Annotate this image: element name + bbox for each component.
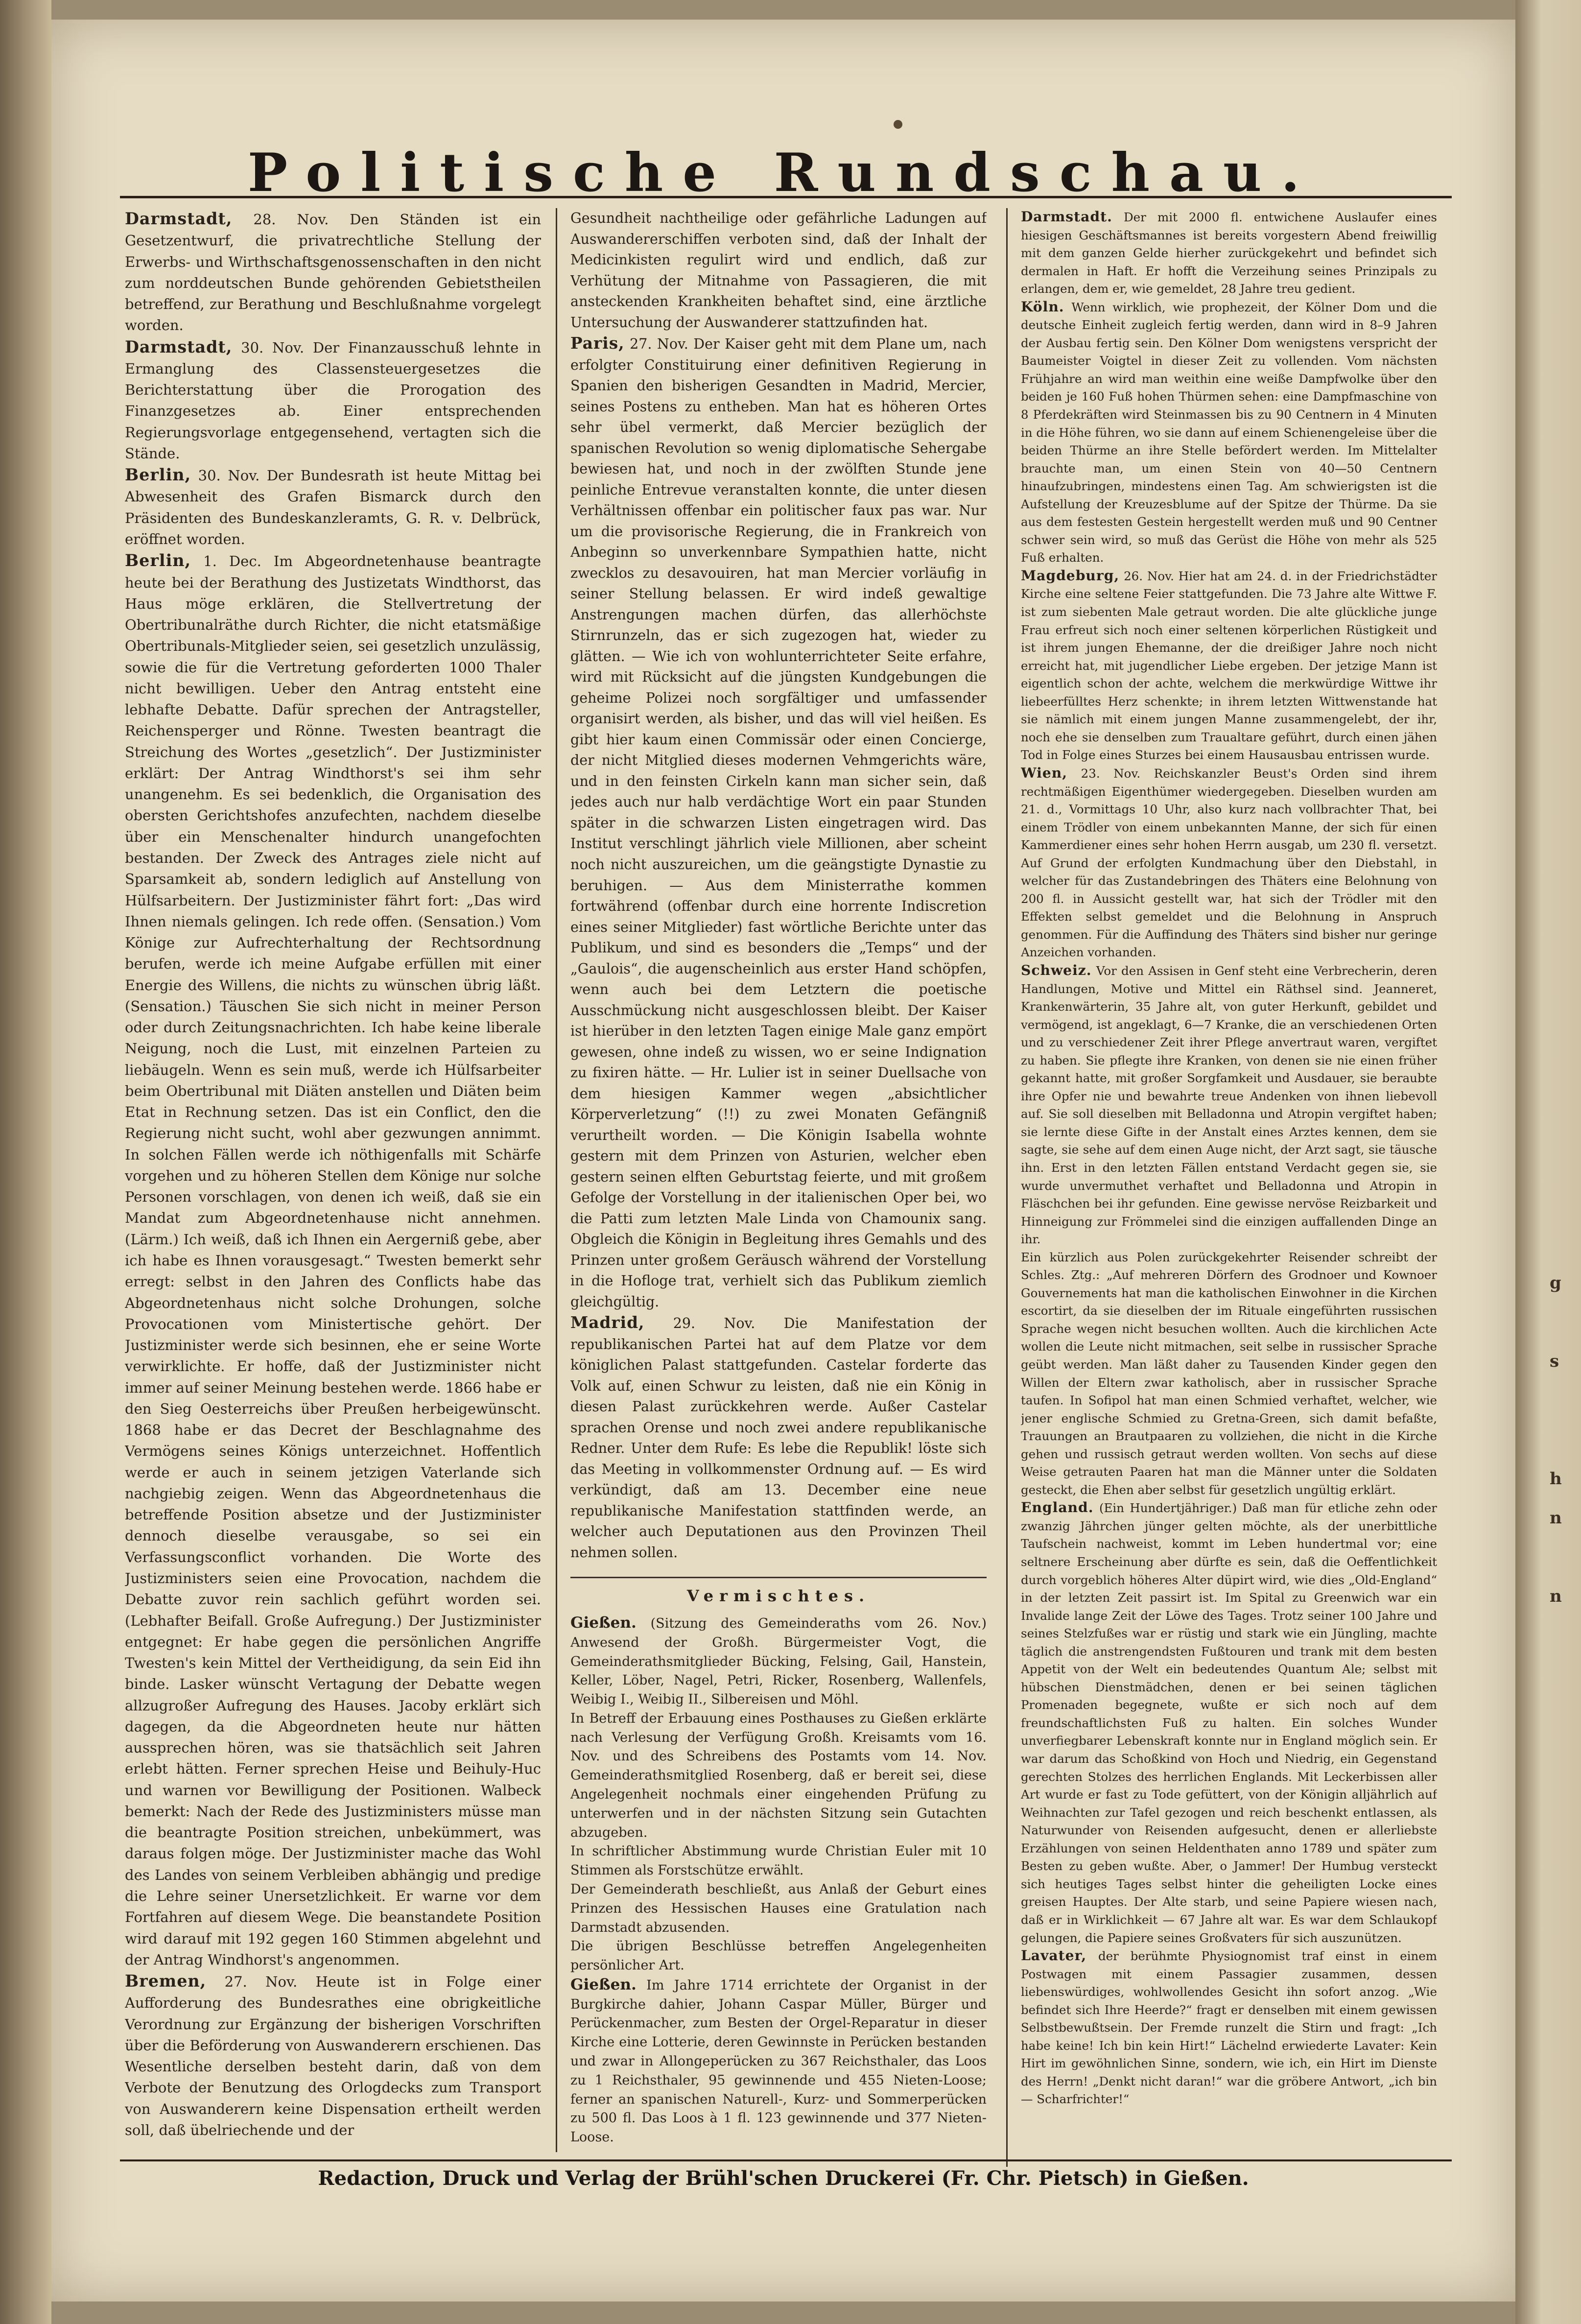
article-paragraph bbox=[570, 1937, 987, 1975]
edge-fragment: g bbox=[1550, 1273, 1561, 1293]
book-binding-edge bbox=[0, 0, 51, 2324]
article-paragraph bbox=[570, 1709, 987, 1842]
article-paragraph bbox=[1021, 208, 1437, 298]
dateline-place: Darmstadt. bbox=[1021, 209, 1112, 225]
article-paragraph bbox=[570, 208, 987, 333]
column-3 bbox=[1021, 208, 1437, 2147]
article-text: 26. Nov. Hier hat am 24. d. in der Friedrichstädter Kirche eine seltene Feier stattgefunden. Die 73 Jahre alte Wittwe F. ist zum siebenten Male getraut worden. Die alte glückliche junge Frau erfreut sich noch einer seltenen körperlichen Rüstigkeit und ist ihrem jungen Ehemanne, der die dreißiger Jahre noch nicht erreicht hat, mit jugendlicher Liebe ergeben. Der jetzige Mann ist eigentlich schon der achte, welchem die merkwürdige Wittwe ihr liebeerfülltes Herz schenkte; in ihrem letzten Wittwenstande hat sie nämlich mit einem jungen Manne zusammengelebt, der ihr, noch ehe sie denselben zum Traualtare geführt, durch einen jähen Tod in Folge eines Sturzes bei einem Hausausbau entrissen wurde. bbox=[1021, 569, 1437, 762]
edge-fragment: n bbox=[1550, 1587, 1562, 1606]
edge-fragment: h bbox=[1550, 1469, 1562, 1489]
article-text: Gesundheit nachtheilige oder gefährliche Ladungen auf Auswandererschiffen verboten sind, daß der Inhalt der Medicinkisten regulirt wird und endlich, daß zur Verhütung der Mitnahme von Passagieren, die mit ansteckenden Krankheiten behaftet sind, eine ärztliche Untersuchung der Auswanderer stattzufinden hat. bbox=[570, 210, 987, 331]
dateline-place: Berlin, bbox=[125, 465, 191, 485]
article-text: 27. Nov. Der Kaiser geht mit dem Plane um, nach erfolgter Constituirung einer definitiven Regierung in Spanien den bisherigen Gesandten in Madrid, Mercier, seines Postens zu entheben. Man hat es höheren Ortes sehr übel vermerkt, daß Mercier bezüglich der spanischen Revolution so wenig diplomatische Sehergabe bewiesen hat, und noch in der zwölften Stunde jene peinliche Entrevue veranstalten konnte, die unter diesen Verhältnissen offenbar ein politischer faux pas war. Nur um die provisorische Regierung, die in Frankreich von Anbeginn so unverkennbare Sympathien hatte, nicht zwecklos zu desavouiren, hat man Mercier vorläufig in seiner Stellung belassen. Er wird indeß gewaltige Anstrengungen machen dürfen, das allerhöchste Stirnrunzeln, das er sich zugezogen hat, wieder zu glätten. — Wie ich von wohlunterrichteter Seite erfahre, wird mit Rücksicht auf die jüngsten Kundgebungen die geheime Polizei noch sorgfältiger und umfassender organisirt werden, als bisher, und das will viel heißen. Es gibt hier kaum einen Commissär oder einen Concierge, der nicht Mitglied dieses modernen Vehmgerichts wäre, und in den feinsten Cirkeln kann man sicher sein, daß jedes auch nur halb verdächtige Wort ein paar Stunden später in die schwarzen Listen eingetragen wird. Das Institut verschlingt jährlich viele Millionen, aber scheint noch nicht auszureichen, um die geängstigte Dynastie zu beruhigen. — Aus dem Ministerrathe kommen fortwährend (offenbar durch eine horrente Indiscretion eines seiner Mitglieder) fast wörtliche Berichte unter das Publikum, und sind es besonders die „Temps“ und der „Gaulois“, die augenscheinlich aus erster Hand schöpfen, wenn auch bei dem Letztern die poetische Ausschmückung nicht ausgeschlossen bleibt. Der Kaiser ist hierüber in den letzten Tagen einige Male ganz empört gewesen, ohne indeß zu wissen, wo er seine Indignation zu fixiren hätte. — Hr. Lulier ist in seiner Duellsache von dem hiesigen Kammer wegen „absichtlicher Körperverletzung“ (!!) zu zwei Monaten Gefängniß verurtheilt worden. — Die Königin Isabella wohnte gestern mit dem Prinzen von Asturien, welcher eben gestern seinen elften Geburtstag feierte, und mit großem Gefolge der Vorstellung in der italienischen Oper bei, wo die Patti zum letzten Male Linda von Chamounix sang. Obgleich die Königin in Begleitung ihres Gemahls und des Prinzen unter großem Geräusch während der Vorstellung in die Hofloge trat, verhielt sich das Publikum ziemlich gleichgültig. bbox=[570, 336, 987, 1310]
article-text: 1. Dec. Im Abgeordnetenhause beantragte heute bei der Berathung des Justizetats Windthorst, das Haus möge erklären, die Stellvertretung der Obertribunalräthe durch Richter, die nicht etatsmäßige Obertribunals-Mitglieder seien, sei gesetzlich unzulässig, sowie die für die Vertretung geforderten 1000 Thaler nicht bewilligen. Ueber den Antrag entsteht eine lebhafte Debatte. Dafür sprechen der Antragsteller, Reichensperger und Rönne. Twesten beantragt die Streichung des Wortes „gesetzlich“. Der Justizminister erklärt: Der Antrag Windthorst's sei ihm sehr unangenehm. Es sei bedenklich, die Organisation des obersten Gerichtshofes anzufechten, nachdem dieselbe über ein Menschenalter hindurch unangefochten bestanden. Der Zweck des Antrages ziele nicht auf Sparsamkeit ab, sondern lediglich auf Anstellung von Hülfsarbeitern. Der Justizminister fährt fort: „Das wird Ihnen niemals gelingen. Ich rede offen. (Sensation.) Vom Könige zur Aufrechterhaltung der Rechtsordnung berufen, werde ich meine Aufgabe erfüllen mit einer Energie des Willens, die nichts zu wünschen übrig läßt. (Sensation.) Täuschen Sie sich nicht in meiner Person oder durch Zeitungsnachrichten. Ich habe keine liberale Neigung, noch die Lust, mit einzelnen Parteien zu liebäugeln. Wenn es sein muß, werde ich Hülfsarbeiter beim Obertribunal mit Diäten anstellen und Diäten beim Etat in Rechnung setzen. Das ist ein Conflict, den die Regierung nicht sucht, wohl aber gezwungen annimmt. In solchen Fällen werde ich nöthigenfalls mit Schärfe vorgehen und zu höheren Stellen dem Könige nur solche Personen vorschlagen, von denen ich weiß, daß sie ein Mandat zum Abgeordnetenhause nicht annehmen. (Lärm.) Ich weiß, daß ich Ihnen ein Aergerniß gebe, aber ich habe es Ihnen vorausgesagt.“ Twesten bemerkt sehr erregt: selbst in den Jahren des Conflicts habe das Abgeordnetenhaus nicht solche Drohungen, solche Provocationen vom Ministertische gehört. Der Justizminister werde sich besinnen, ehe er seine Worte verwirklichte. Er hoffe, daß der Justizminister nicht immer auf seiner Meinung bestehen werde. 1866 habe er den Sieg Oesterreichs über Preußen herbeigewünscht. 1868 habe er das Decret der Beschlagnahme des Vermögens seines Königs unterzeichnet. Hoffentlich werde er auch in seinem jetzigen Vaterlande sich nachgiebig zeigen. Wenn das Abgeordnetenhaus die betreffende Position absetze und der Justizminister dennoch dieselbe verausgabe, so sei ein Verfassungsconflict vorhanden. Die Worte des Justizministers seien eine Provocation, nachdem die Debatte zuvor rein sachlich geführt worden sei. (Lebhafter Beifall. Große Aufregung.) Der Justizminister entgegnet: Er habe gegen die persönlichen Angriffe Twesten's kein Mittel der Vertheidigung, da sein Eid ihn binde. Lasker wünscht Vertagung der Debatte wegen allzugroßer Aufregung des Hauses. Jacoby erklärt sich dagegen, da die Abgeordneten heute nur hätten aussprechen hören, was sie thatsächlich seit Jahren erlebt hätten. Ferner sprechen Heise und Beihuly-Huc und warnen vor Bewilligung der Positionen. Walbeck bemerkt: Nach der Rede des Justizministers müsse man die beantragte Position streichen, unbekümmert, was daraus folgen möge. Der Justizminister mache das Wohl des Landes von seinem Verbleiben abhängig und predige die Lehre seiner Unersetzlichkeit. Er warne vor dem Fortfahren auf diesem Wege. Die beanstandete Position wird darauf mit 192 gegen 160 Stimmen abgelehnt und der Antrag Windhorst's angenommen. bbox=[125, 553, 541, 1968]
dateline-place: Bremen, bbox=[125, 1971, 207, 1991]
article-paragraph bbox=[125, 550, 541, 1970]
article-paragraph bbox=[125, 464, 541, 550]
article-text: Ein kürzlich aus Polen zurückgekehrter Reisender schreibt der Schles. Ztg.: „Auf mehreren Dörfern des Grodnoer und Kownoer Gouvernements hat man die katholischen Einwohner in die Kirchen escortirt, da sie dieselben der im Rituale eingeführten russischen Sprache wegen nicht besuchen wollten. Auch die kirchlichen Acte wollen die Leute nicht mitmachen, seit selbe in russischer Sprache geübt werden. Man läßt daher zu Tausenden Kinder gegen den Willen der Eltern zwar katholisch, aber in russischer Sprache taufen. In Sofipol hat man einen Schmied verhaftet, welcher, wie jener englische Schmied zu Gretna-Green, sich damit befaßte, Trauungen an Brautpaaren zu vollziehen, die nicht in die Kirche gehen und russisch getraut werden wollten. Von sechs auf diese Weise getrauten Paaren hat man die Männer unter die Soldaten gesteckt, die Ehen aber selbst für gesetzlich ungültig erklärt. bbox=[1021, 1250, 1437, 1497]
article-text: 30. Nov. Der Bundesrath ist heute Mittag bei Abwesenheit des Grafen Bismarck durch den Präsidenten des Bundeskanzleramts, G. R. v. Delbrück, eröffnet worden. bbox=[125, 467, 541, 547]
article-text: Vor den Assisen in Genf steht eine Verbrecherin, deren Handlungen, Motive und Mittel ein Räthsel sind. Jeanneret, Krankenwärterin, 35 Jahre alt, von guter Herkunft, gebildet und vermögend, ist angeklagt, 6—7 Kranke, die an verschiedenen Orten und zu verschiedener Zeit ihrer Pflege anvertraut waren, vergiftet zu haben. Sie pflegte ihre Kranken, von denen sie nie einen früher gekannt hatte, mit großer Sorgfamkeit und Ausdauer, sie beraubte ihre Opfer nie und bewahrte treue Andenken von ihnen liebevoll auf. Sie soll dieselben mit Belladonna und Atropin vergiftet haben; sie lernte diese Gifte in der Anstalt eines Arztes kennen, dem sie sagte, sie sehe auf dem einen Auge nicht, der Arzt sagt, sie täusche ihn. Erst in den letzten Fällen entstand Verdacht gegen sie, sie wurde unvermuthet verhaftet und Belladonna und Atropin in Fläschchen bei ihr gefunden. Eine gewisse nervöse Reizbarkeit und Hinneigung zur Frömmelei sind die einzigen auffallenden Dinge an ihr. bbox=[1021, 963, 1437, 1247]
article-text: 23. Nov. Reichskanzler Beust's Orden sind ihrem rechtmäßigen Eigenthümer wiedergegeben. Dieselben wurden am 21. d., Vormittags 10 Uhr, also kurz nach vollbrachter That, bei einem Trödler von einem unbekannten Manne, der sich für einen Kammerdiener eines sehr hohen Herrn ausgab, um 230 fl. versetzt. Auf Grund der erfolgten Kundmachung über den Diebstahl, in welcher für das Zustandebringen des Thäters eine Belohnung von 200 fl. in Aussicht gestellt war, hat sich der Trödler mit den Effekten selbst gemeldet und die Belohnung in Anspruch genommen. Für die Auffindung des Thäters sind bisher nur geringe Anzeichen vorhanden. bbox=[1021, 766, 1437, 960]
column-rule-1 bbox=[556, 208, 557, 2152]
article-text: Im Jahre 1714 errichtete der Organist in der Burgkirche dahier, Johann Caspar Müller, Bürger und Perückenmacher, zum Besten der Orgel-Reparatur in dieser Kirche eine Lotterie, deren Gewinnste in Perücken bestanden und zwar in Allongeperücken zu 367 Reichsthaler, das Loos zu 1 Reichsthaler, 95 gewinnende und 455 Nieten-Loose; ferner an spanischen Naturell-, Kurz- und Sommerperücken zu 500 fl. Das Loos à 1 fl. 123 gewinnende und 377 Nieten-Loose. bbox=[570, 1977, 987, 2145]
dateline-place: Schweiz. bbox=[1021, 962, 1092, 978]
edge-fragment: s bbox=[1550, 1352, 1559, 1371]
edge-fragment: n bbox=[1550, 1508, 1562, 1528]
adjacent-page-edge bbox=[1515, 0, 1581, 2324]
article-paragraph bbox=[570, 1842, 987, 1880]
article-text: In schriftlicher Abstimmung wurde Christian Euler mit 10 Stimmen als Forstschütze erwählt. bbox=[570, 1844, 987, 1878]
dateline-place: Darmstadt, bbox=[125, 337, 233, 356]
article-text: der berühmte Physiognomist traf einst in einem Postwagen mit einem Passagier zusammen, dessen liebenswürdiges, wohlwollendes Gesicht ihn sofort anzog. „Wie befindet sich Ihre Heerde?“ fragt er denselben mit einem gewissen Selbstbewußtsein. Der Fremde runzelt die Stirn und fragt: „Ich habe keine! Ich bin kein Hirt!“ Lächelnd erwiederte Lavater: Kein Hirt im gewöhnlichen Sinne, sondern, wie ich, ein Hirt im Dienste des Herrn! „Denkt nicht daran!“ war die gröbere Antwort, „ich bin — Scharfrichter!“ bbox=[1021, 1949, 1437, 2107]
vermischtes-column bbox=[570, 1613, 987, 2152]
article-paragraph bbox=[1021, 764, 1437, 962]
column-rule-2 bbox=[1006, 208, 1008, 2167]
column-1 bbox=[125, 208, 541, 2147]
bottom-rule bbox=[120, 2159, 1452, 2161]
dateline-place: England. bbox=[1021, 1499, 1094, 1516]
vermischtes-heading: Vermischtes. bbox=[686, 1587, 871, 1605]
article-paragraph bbox=[570, 1312, 987, 1563]
article-text: 30. Nov. Der Finanzausschuß lehnte in Ermanglung des Classensteuergesetzes die Berichterstattung über die Prorogation des Finanzgesetzes ab. Einer entsprechenden Regierungsvorlage entgegensehend, vertagten sich die Stände. bbox=[125, 339, 541, 462]
article-text: (Sitzung des Gemeinderaths vom 26. Nov.) Anwesend der Großh. Bürgermeister Vogt, die Gemeinderathsmitglieder Bücking, Felsing, Gail, Hanstein, Keller, Löber, Nagel, Petri, Ricker, Rosenberg, Wallenfels, Weibig I., Weibig II., Silbereisen und Möhl. bbox=[570, 1616, 987, 1707]
masthead-title: Politische Rundschau. bbox=[247, 142, 1320, 204]
article-paragraph bbox=[1021, 567, 1437, 764]
article-text: In Betreff der Erbauung eines Posthauses zu Gießen erklärte nach Verlesung der Verfügung Großh. Kreisamts vom 16. Nov. und des Schreibens des Postamts vom 14. Nov. Gemeinderathsmitglied Rosenberg, daß er bereit sei, diese Angelegenheit nochmals einer eingehenden Prüfung zu unterwerfen und in der nächsten Sitzung sein Gutachten abzugeben. bbox=[570, 1710, 987, 1840]
dateline-place: Lavater, bbox=[1021, 1947, 1087, 1964]
newspaper-page bbox=[51, 20, 1515, 2301]
article-paragraph bbox=[1021, 1499, 1437, 1947]
article-text: 28. Nov. Den Ständen ist ein Gesetzentwurf, die privatrechtliche Stellung der Erwerbs- und Wirthschaftsgenossenschaften in den nicht zum norddeutschen Bunde gehörenden Gebietstheilen betreffend, zur Berathung und Beschlußnahme vorgelegt worden. bbox=[125, 211, 541, 334]
article-paragraph bbox=[570, 333, 987, 1312]
dateline-place: Berlin, bbox=[125, 551, 191, 570]
dateline-place: Wien, bbox=[1021, 764, 1068, 781]
top-rule bbox=[120, 196, 1452, 198]
vermischtes-rule bbox=[570, 1577, 987, 1578]
article-text: Die übrigen Beschlüsse betreffen Angelegenheiten persönlicher Art. bbox=[570, 1939, 987, 1973]
dateline-place: Madrid, bbox=[570, 1313, 645, 1332]
article-text: Wenn wirklich, wie prophezeit, der Kölner Dom und die deutsche Einheit zugleich fertig werden, dann wird in 8–9 Jahren der Ausbau fertig sein. Den Kölner Dom wenigstens verspricht der Baumeister Voigtel in dieser Zeit zu vollenden. Vom nächsten Frühjahre an wird man weithin eine weiße Dampfwolke über den beiden je 160 Fuß hohen Thürmen sehen: eine Dampfmaschine von 8 Pferdekräften wird Steinmassen bis zu 90 Centnern in 4 Minuten in die Höhe führen, wo sie dann auf einem Schienengeleise über die beiden Thürme an ihre Stelle befördert werden. Im Mittelalter brauchte man, um einen Stein von 40—50 Centnern hinaufzubringen, mindestens einen Tag. Am schwierigsten ist die Aufstellung der Kreuzesblume auf der Spitze der Thürme. Da sie aus dem festesten Gestein hergestellt werden muß und 90 Centner schwer sein wird, so muß das Gerüst die Höhe von mehr als 525 Fuß erhalten. bbox=[1021, 300, 1437, 565]
article-paragraph bbox=[125, 1970, 541, 2141]
article-text: 27. Nov. Heute ist in Folge einer Aufforderung des Bundesrathes eine obrigkeitliche Verordnung zur Ergänzung der bisherigen Vorschriften über die Beförderung von Auswanderern erschienen. Das Wesentliche derselben besteht darin, daß von dem Verbote der Benutzung des Orlogdecks zum Transport von Auswanderern keine Dispensation ertheilt werden soll, daß übelriechende und der bbox=[125, 1973, 541, 2138]
article-paragraph bbox=[1021, 1947, 1437, 2109]
ink-dot bbox=[894, 120, 902, 129]
dateline-place: Magdeburg, bbox=[1021, 567, 1120, 584]
article-paragraph bbox=[1021, 298, 1437, 567]
article-paragraph bbox=[1021, 1249, 1437, 1499]
article-paragraph bbox=[570, 1975, 987, 2147]
imprint-footer: Redaction, Druck und Verlag der Brühl'schen Druckerei (Fr. Chr. Pietsch) in Gießen. bbox=[318, 2167, 1249, 2190]
column-2 bbox=[570, 208, 987, 1569]
article-text: Der Gemeinderath beschließt, aus Anlaß der Geburt eines Prinzen des Hessischen Hauses eine Gratulation nach Darmstadt abzusenden. bbox=[570, 1881, 987, 1935]
article-text: 29. Nov. Die Manifestation der republikanischen Partei hat auf dem Platze vor dem königlichen Palast stattgefunden. Castelar forderte das Volk auf, einen Schwur zu leisten, daß nie ein König in diesen Palast zurückkehren werde. Außer Castelar sprachen Orense und noch zwei andere republikanische Redner. Unter dem Rufe: Es lebe die Republik! löste sich das Meeting in vollkommenster Ordnung auf. — Es wird verkündigt, daß am 13. December eine neue republikanische Manifestation stattfinden werde, an welcher auch Deputationen aus den Provinzen Theil nehmen sollen. bbox=[570, 1315, 987, 1561]
article-paragraph bbox=[570, 1880, 987, 1937]
dateline-place: Paris, bbox=[570, 333, 625, 353]
article-paragraph bbox=[125, 208, 541, 336]
article-text: (Ein Hundertjähriger.) Daß man für etliche zehn oder zwanzig Jährchen jünger gelten möchte, als der unerbittliche Taufschein nachweist, kommt im Leben hundertmal vor; eine seltnere Erscheinung aber dürfte es sein, daß die Oeffentlichkeit durch vorgeblich höheres Alter düpirt wird, wie dies „Old-England“ in der letzten Zeit passirt ist. Im Spital zu Greenwich war ein Invalide lange Zeit der Löwe des Tages. Trotz seiner 100 Jahre und seines Stelzfußes war er rüstig und stark wie ein Jüngling, machte täglich die anstrengendsten Fußtouren und trank mit dem besten Appetit von der Welt ein bedeutendes Quantum Ale; selbst mit hübschen Dienstmädchen, denen er bei seinen täglichen Promenaden begegnete, wußte er sich noch auf dem freundschaftlichsten Fuß zu halten. Ein solches Wunder unverfiegbarer Lebenskraft konnte nur in England möglich sein. Er war darum das Schoßkind von Hoch und Niedrig, ein Gegenstand gerechten Stolzes des herrlichen Englands. Mit Leckerbissen aller Art wurde er fast zu Tode gefüttert, von der Königin alljährlich auf Weihnachten zur Tafel gezogen und reich beschenkt entlassen, als Naturwunder von Reisenden aufgesucht, denen er allerliebste Erzählungen von seinen Heldenthaten anno 1789 und später zum Besten zu geben wußte. Aber, o Jammer! Der Humbug versteckt sich heutiges Tages selbst hinter die geheiligten Locke eines greisen Hauptes. Der Alte starb, und seine Papiere wiesen nach, daß er in Wirklichkeit — 67 Jahre alt war. Es war dem Schlaukopf gelungen, die Papiere seines Großvaters für sich auszunützen. bbox=[1021, 1501, 1437, 1945]
article-paragraph bbox=[570, 1613, 987, 1709]
dateline-place: Gießen. bbox=[570, 1975, 637, 1993]
article-paragraph bbox=[125, 336, 541, 465]
article-text: Der mit 2000 fl. entwichene Auslaufer eines hiesigen Geschäftsmannes ist bereits vorgestern Abend freiwillig mit dem ganzen Gelde hierher zurückgekehrt und befindet sich dermalen in Haft. Er hofft die Verzeihung seines Prinzipals zu erlangen, dem er, wie gemeldet, 28 Jahre treu gedient. bbox=[1021, 210, 1437, 296]
article-paragraph bbox=[1021, 962, 1437, 1249]
dateline-place: Köln. bbox=[1021, 298, 1064, 315]
dateline-place: Darmstadt, bbox=[125, 209, 233, 228]
dateline-place: Gießen. bbox=[570, 1614, 637, 1632]
